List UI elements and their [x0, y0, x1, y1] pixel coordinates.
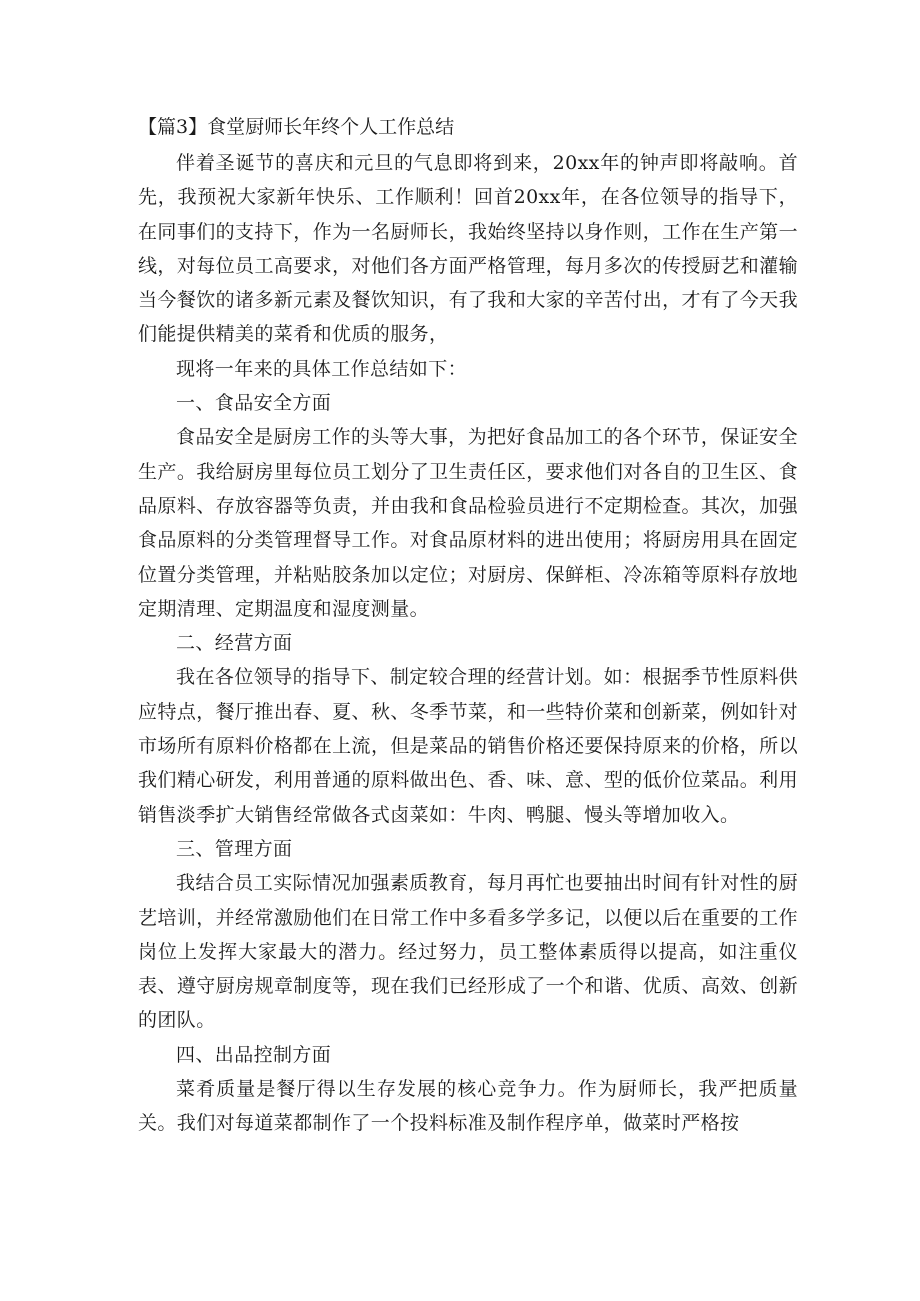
section-heading-output-control: 四、出品控制方面	[176, 1043, 332, 1066]
section-body-food-safety: 食品安全是厨房工作的头等大事，为把好食品加工的各个环节，保证安全生产。我给厨房里每位员工划分了卫生责任区，要求他们对各自的卫生区、食品原料、存放容器等负责，并由我和食品检验员进行不定期检查。其次，加强食品原料的分类管理督导工作。对食品原材料的进出使用；将厨房用具在固定位置分类管理，并粘贴胶条加以定位；对厨房、保鲜柜、冷冻箱等原料存放地定期清理、定期温度和湿度测量。	[138, 426, 798, 620]
document-page	[138, 108, 798, 1141]
intro-paragraph: 伴着圣诞节的喜庆和元旦的气息即将到来，20xx年的钟声即将敲响。首先，我预祝大家新年快乐、工作顺利！回首20xx年，在各位领导的指导下，在同事们的支持下，作为一名厨师长，我始终坚持以身作则，工作在生产第一线，对每位员工高要求，对他们各方面严格管理，每月多次的传授厨艺和灌输当今餐饮的诸多新元素及餐饮知识，有了我和大家的辛苦付出，才有了今天我们能提供精美的菜肴和优质的服务，	[138, 152, 798, 346]
section-body-output-control: 菜肴质量是餐厅得以生存发展的核心竞争力。作为厨师长，我严把质量关。我们对每道菜都制作了一个投料标准及制作程序单，做菜时严格按	[138, 1078, 798, 1135]
section-body-management: 我结合员工实际情况加强素质教育，每月再忙也要抽出时间有针对性的厨艺培训，并经常激励他们在日常工作中多看多学多记，以便以后在重要的工作岗位上发挥大家最大的潜力。经过努力，员工整体素质得以提高，如注重仪表、遵守厨房规章制度等，现在我们已经形成了一个和谐、优质、高效、创新的团队。	[138, 872, 798, 1032]
summary-line: 现将一年来的具体工作总结如下：	[176, 357, 468, 380]
section-heading-food-safety: 一、食品安全方面	[176, 392, 332, 415]
section-heading-operations: 二、经营方面	[176, 632, 293, 655]
section-body-operations: 我在各位领导的指导下、制定较合理的经营计划。如：根据季节性原料供应特点，餐厅推出春、夏、秋、冬季节菜，和一些特价菜和创新菜，例如针对市场所有原料价格都在上流，但是菜品的销售价格还要保持原来的价格，所以我们精心研发，利用普通的原料做出色、香、味、意、型的低价位菜品。利用销售淡季扩大销售经常做各式卤菜如：牛肉、鸭腿、慢头等增加收入。	[138, 666, 798, 826]
section-heading-management: 三、管理方面	[176, 837, 293, 860]
document-title: 【篇3】食堂厨师长年终个人工作总结	[138, 116, 455, 138]
